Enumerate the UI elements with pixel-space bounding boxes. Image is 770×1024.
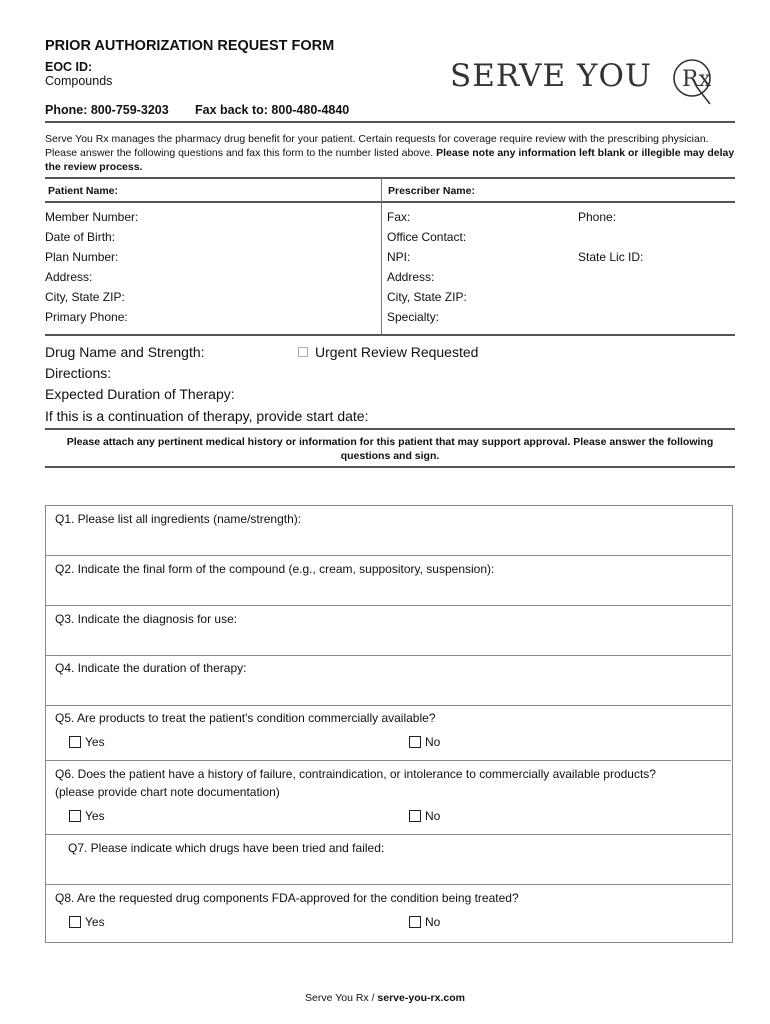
intro-paragraph: [45, 132, 735, 174]
column-divider: [381, 178, 382, 334]
state-lic-id-field[interactable]: State Lic ID:: [578, 250, 644, 264]
q2-text[interactable]: Q2. Indicate the final form of the compound (e.g., cream, suppository, suspension):: [55, 562, 495, 576]
intro-warning: Please note any information left blank or illegible may delay the review process.: [45, 147, 735, 173]
npi-field[interactable]: NPI:: [387, 250, 411, 264]
q7-divider: [45, 884, 731, 885]
prescriber-fax-field[interactable]: Fax:: [387, 210, 411, 224]
patient-city-state-zip-field[interactable]: City, State ZIP:: [45, 290, 125, 304]
q7-text[interactable]: Q7. Please indicate which drugs have been tried and failed:: [68, 841, 385, 855]
q6-no-label: No: [425, 809, 441, 823]
q5-no-option[interactable]: [409, 735, 440, 749]
footer: [0, 992, 770, 1004]
urgent-review-label: Urgent Review Requested: [315, 344, 479, 360]
expected-duration-field[interactable]: Expected Duration of Therapy:: [45, 386, 235, 402]
eoc-value: Compounds: [45, 74, 113, 88]
q8-text: Q8. Are the requested drug components FDA-approved for the condition being treated?: [55, 891, 519, 905]
attach-note-bottom-rule: [45, 466, 735, 468]
q5-yes-label: Yes: [85, 735, 105, 749]
q4-text[interactable]: Q4. Indicate the duration of therapy:: [55, 661, 247, 675]
name-row-divider: [45, 201, 735, 203]
rx-logo-letters: Rx: [682, 67, 711, 92]
office-contact-field[interactable]: Office Contact:: [387, 230, 467, 244]
prescriber-address-field[interactable]: Address:: [387, 270, 435, 284]
primary-phone-field[interactable]: Primary Phone:: [45, 310, 128, 324]
q5-no-label: No: [425, 735, 441, 749]
q6-yes-option[interactable]: [69, 809, 105, 823]
phone-number: Phone: 800-759-3203: [45, 103, 169, 117]
fax-back-number: Fax back to: 800-480-4840: [195, 103, 350, 117]
patient-address-field[interactable]: Address:: [45, 270, 93, 284]
specialty-field[interactable]: Specialty:: [387, 310, 440, 324]
attach-note: Please attach any pertinent medical history or information for this patient that may support approval. Please answer the following questions and sign.: [66, 436, 714, 462]
form-title: PRIOR AUTHORIZATION REQUEST FORM: [45, 38, 335, 54]
rx-logo-icon: [670, 56, 720, 108]
urgent-review-checkbox[interactable]: [298, 347, 308, 357]
intro-text: Serve You Rx manages the pharmacy drug benefit for your patient. Certain requests for coverage require review with the prescribing physician. Please answer the following questions and fax this form to the number listed above.: [45, 133, 709, 159]
q6-yes-label: Yes: [85, 809, 105, 823]
q1-divider: [45, 555, 731, 556]
q4-divider: [45, 705, 731, 706]
patient-name-label: Patient Name:: [48, 185, 119, 197]
q6-divider: [45, 834, 731, 835]
q1-text[interactable]: Q1. Please list all ingredients (name/strength):: [55, 512, 302, 526]
section-divider-drug: [45, 334, 735, 336]
q8-yes-option[interactable]: [69, 915, 105, 929]
q2-divider: [45, 605, 731, 606]
q8-no-label: No: [425, 915, 441, 929]
q8-no-option[interactable]: [409, 915, 440, 929]
q5-text: Q5. Are products to treat the patient's condition commercially available?: [55, 711, 436, 725]
q5-yes-option[interactable]: [69, 735, 105, 749]
drug-name-strength-field[interactable]: Drug Name and Strength:: [45, 344, 205, 360]
q6-no-option[interactable]: [409, 809, 440, 823]
member-number-field[interactable]: Member Number:: [45, 210, 139, 224]
q6-note: (please provide chart note documentation): [55, 785, 280, 799]
prescriber-city-state-zip-field[interactable]: City, State ZIP:: [387, 290, 467, 304]
continuation-start-date-field[interactable]: If this is a continuation of therapy, provide start date:: [45, 408, 369, 424]
section-divider-top: [45, 177, 735, 179]
prescriber-phone-field[interactable]: Phone:: [578, 210, 617, 224]
q3-text[interactable]: Q3. Indicate the diagnosis for use:: [55, 612, 238, 626]
attach-note-top-rule: [45, 428, 735, 430]
date-of-birth-field[interactable]: Date of Birth:: [45, 230, 116, 244]
header-divider: [45, 121, 735, 123]
directions-field[interactable]: Directions:: [45, 365, 112, 381]
q5-no-checkbox[interactable]: [409, 736, 421, 748]
urgent-review-option[interactable]: [298, 344, 478, 360]
q6-yes-checkbox[interactable]: [69, 810, 81, 822]
eoc-label: EOC ID:: [45, 60, 93, 74]
q6-text: Q6. Does the patient have a history of failure, contraindication, or intolerance to commercially available products?: [55, 767, 656, 781]
q8-no-checkbox[interactable]: [409, 916, 421, 928]
footer-company: Serve You Rx /: [305, 992, 378, 1004]
plan-number-field[interactable]: Plan Number:: [45, 250, 119, 264]
q5-divider: [45, 760, 731, 761]
q8-yes-checkbox[interactable]: [69, 916, 81, 928]
prescriber-name-label: Prescriber Name:: [388, 185, 475, 197]
q8-yes-label: Yes: [85, 915, 105, 929]
q5-yes-checkbox[interactable]: [69, 736, 81, 748]
q6-no-checkbox[interactable]: [409, 810, 421, 822]
q3-divider: [45, 655, 731, 656]
serve-you-logo-text: SERVE YOU: [450, 58, 652, 94]
footer-website: serve-you-rx.com: [377, 992, 465, 1004]
